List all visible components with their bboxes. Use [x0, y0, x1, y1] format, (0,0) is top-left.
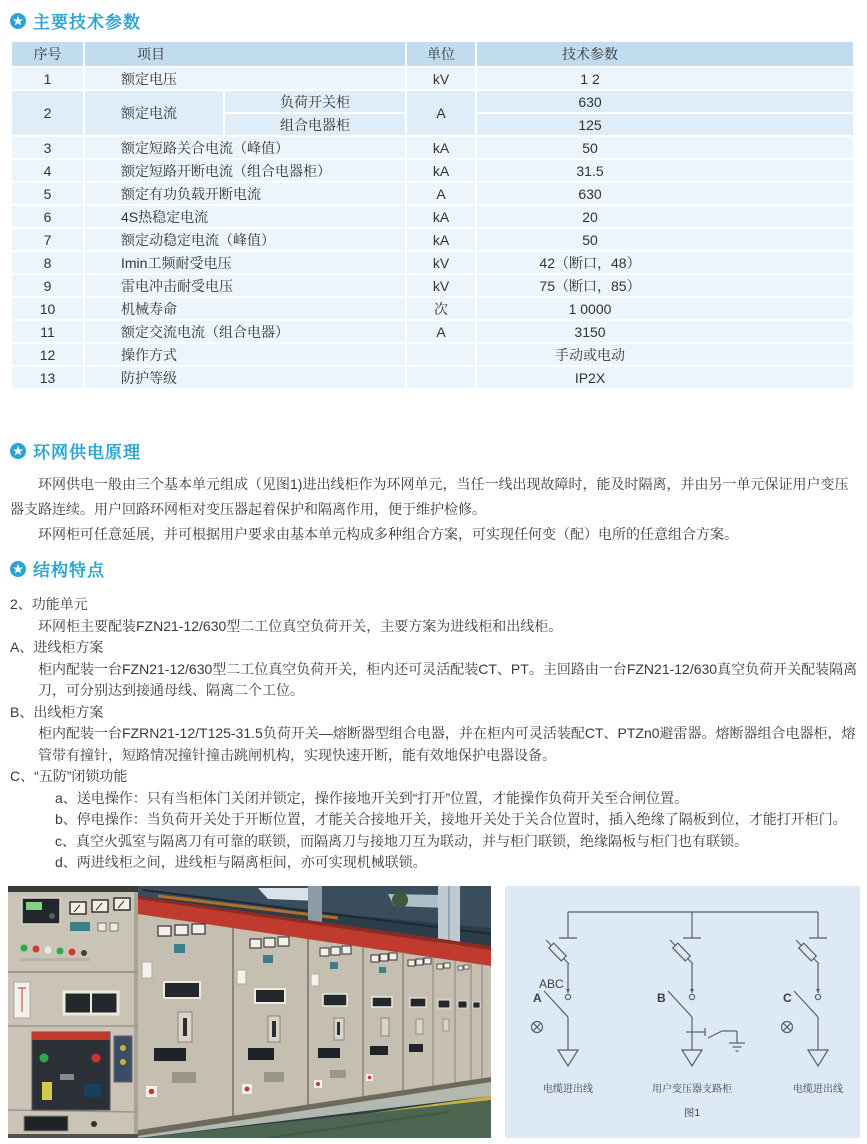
- table-row: [12, 91, 853, 112]
- row-item: 操作方式: [85, 344, 405, 365]
- table-row: [12, 321, 853, 342]
- row-item: 额定短路关合电流（峰值）: [85, 137, 405, 158]
- star-circle-icon: [10, 443, 26, 459]
- row-value: 125: [477, 114, 853, 135]
- table-row: [12, 68, 853, 89]
- row-unit: [407, 344, 475, 365]
- row-value: 630: [477, 183, 853, 204]
- row-value: 手动或电动: [477, 344, 853, 365]
- structure-line: C、“五防”闭锁功能: [10, 768, 128, 784]
- row-item: 额定动稳定电流（峰值）: [85, 229, 405, 250]
- table-header-row: [12, 42, 853, 66]
- row-value: 75（断口，85）: [477, 275, 853, 296]
- row-item: 额定电压: [85, 68, 405, 89]
- structure-line: A、进线柜方案: [10, 639, 104, 655]
- row-value: 42（断口，48）: [477, 252, 853, 273]
- row-no: 5: [12, 183, 83, 204]
- row-no: 11: [12, 321, 83, 342]
- cable-left-label: 电缆进出线: [543, 1084, 593, 1095]
- row-unit: A: [407, 183, 475, 204]
- structure-line: 环网柜主要配装FZN21-12/630型二工位真空负荷开关，主要方案为进线柜和出线柜。: [38, 617, 563, 634]
- row-item: 额定短路开断电流（组合电器柜）: [85, 160, 405, 181]
- star-circle-icon: [10, 13, 26, 29]
- paragraph: 环网柜可任意延展，并可根据用户要求由基本单元构成多种组合方案，可实现任何变（配）电所的任意组合方案。: [38, 526, 738, 542]
- row-sub-item: 组合电器柜: [225, 114, 405, 135]
- figure-caption: 图1: [683, 1107, 701, 1119]
- row-item: 额定交流电流（组合电器）: [85, 321, 405, 342]
- row-unit: kV: [407, 68, 475, 89]
- row-unit: kA: [407, 160, 475, 181]
- row-no: 6: [12, 206, 83, 227]
- row-unit: 次: [407, 298, 475, 319]
- row-unit: kA: [407, 137, 475, 158]
- section-title-structure: [10, 556, 105, 581]
- row-item: 雷电冲击耐受电压: [85, 275, 405, 296]
- table-row: [12, 367, 853, 388]
- table-row: [12, 252, 853, 273]
- row-no: 2: [12, 91, 83, 135]
- table-row: [12, 229, 853, 250]
- col-header-item: 项目: [85, 42, 405, 66]
- row-no: 10: [12, 298, 83, 319]
- branch-c-label: C: [783, 991, 792, 1005]
- col-header-value: 技术参数: [477, 42, 853, 66]
- row-item: 额定有功负载开断电流: [85, 183, 405, 204]
- row-no: 3: [12, 137, 83, 158]
- branch-b-label: B: [657, 991, 666, 1005]
- structure-line: d、两进线柜之间，进线柜与隔离柜间，亦可实现机械联锁。: [55, 854, 427, 870]
- row-unit: kV: [407, 275, 475, 296]
- structure-line: B、出线柜方案: [10, 703, 104, 720]
- row-unit: A: [407, 91, 475, 135]
- table-row: [12, 160, 853, 181]
- tech-params-table: [10, 40, 855, 390]
- phase-label: ABC: [539, 977, 564, 991]
- row-no: 7: [12, 229, 83, 250]
- row-no: 1: [12, 68, 83, 89]
- row-item: Imin工频耐受电压: [85, 252, 405, 273]
- row-value: 630: [477, 91, 853, 112]
- row-item: 机械寿命: [85, 298, 405, 319]
- row-value: 3150: [477, 321, 853, 342]
- row-item: 防护等级: [85, 367, 405, 388]
- paragraph: 环网供电一般由三个基本单元组成（见图1)进出线柜作为环网单元，当任一线出现故障时，能及时隔离，并由另一单元保证用户变压器支路连续。用户回路环网柜对变压器起着保护和隔离作用，便于维护检修。: [10, 476, 849, 517]
- structure-line: c、真空火弧室与隔离刀有可靠的联锁，而隔离刀与接地刀互为联动，并与柜门联锁，绝缘隔板与柜门也有联锁。: [55, 832, 748, 849]
- structure-line: 2、功能单元: [10, 596, 88, 612]
- row-unit: [407, 367, 475, 388]
- row-no: 4: [12, 160, 83, 181]
- structure-line: 柜内配装一台FZN21-12/630型二工位真空负荷开关，柜内还可灵活配装CT、PT。主回路由一台FZN21-12/630真空负荷开关配装隔离刀，可分别达到接通母线、隔离二个工位。: [38, 660, 858, 698]
- structure-line: 柜内配装一台FZRN21-12/T125-31.5负荷开关—熔断器型组合电器，并在柜内可灵活装配CT、PTZn0避雷器。熔断器组合电器柜，熔管带有撞针，短路情况撞针撞击跳闸机构，实现快速开断，能有效地保护电器设备。: [38, 725, 856, 763]
- table-row: [12, 344, 853, 365]
- row-unit: kV: [407, 252, 475, 273]
- table-row: [12, 137, 853, 158]
- row-value: 1 0000: [477, 298, 853, 319]
- row-value: 50: [477, 229, 853, 250]
- structure-line: b、停电操作：当负荷开关处于开断位置，才能关合接地开关，接地开关处于关合位置时，插入绝缘了隔板到位，才能打开柜门。: [55, 811, 847, 827]
- row-no: 13: [12, 367, 83, 388]
- transformer-label: 用户变压器支路柜: [652, 1084, 732, 1095]
- row-sub-item: 负荷开关柜: [225, 91, 405, 112]
- row-value: 50: [477, 137, 853, 158]
- row-unit: kA: [407, 206, 475, 227]
- row-no: 8: [12, 252, 83, 273]
- row-unit: A: [407, 321, 475, 342]
- row-item: 4S热稳定电流: [85, 206, 405, 227]
- section-title-text: 环网供电原理: [33, 443, 141, 462]
- ring-network-paragraphs: [10, 472, 859, 547]
- structure-line: a、送电操作：只有当柜体门关闭并锁定，操作接地开关到“打开”位置，才能操作负荷开关至合闸位置。: [55, 789, 689, 806]
- row-value: 1 2: [477, 68, 853, 89]
- section-title-ring-network: [10, 438, 141, 463]
- branch-a-label: A: [533, 991, 542, 1005]
- table-row: [12, 298, 853, 319]
- table-row: [12, 206, 853, 227]
- row-no: 12: [12, 344, 83, 365]
- col-header-no: 序号: [12, 42, 83, 66]
- row-value: 20: [477, 206, 853, 227]
- section-title-text: 结构特点: [33, 561, 105, 580]
- section-title-text: 主要技术参数: [33, 13, 141, 32]
- row-no: 9: [12, 275, 83, 296]
- row-value: 31.5: [477, 160, 853, 181]
- star-circle-icon: [10, 561, 26, 577]
- row-unit: kA: [407, 229, 475, 250]
- ring-network-diagram: [505, 886, 860, 1138]
- switchgear-photo: [8, 886, 491, 1138]
- table-row: [12, 183, 853, 204]
- row-value: IP2X: [477, 367, 853, 388]
- section-title-tech-params: [10, 8, 141, 33]
- row-item: 额定电流: [85, 91, 223, 135]
- col-header-unit: 单位: [407, 42, 475, 66]
- table-row: [12, 275, 853, 296]
- cable-right-label: 电缆进出线: [793, 1084, 843, 1095]
- structure-feature-lines: [10, 594, 861, 874]
